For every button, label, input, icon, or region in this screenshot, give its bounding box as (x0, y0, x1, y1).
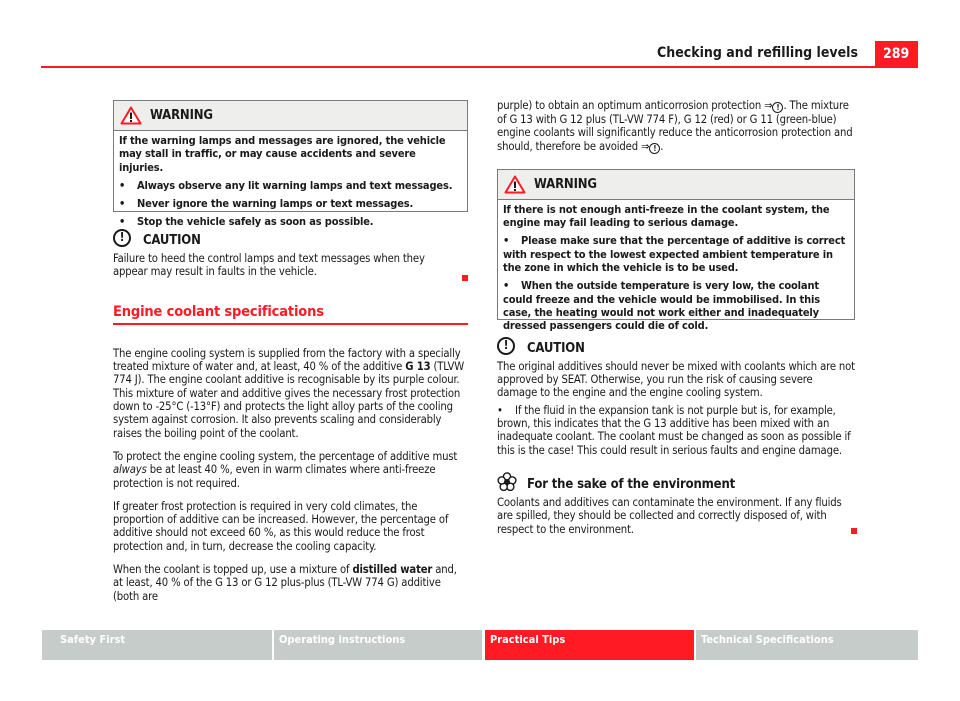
warning-bullet: • Never ignore the warning lamps or text messages. (119, 197, 414, 211)
section-heading-block (113, 303, 468, 325)
warning-title: WARNING (534, 176, 597, 192)
paragraph: When the coolant is topped up, use a mixture of distilled water and, at least, 40 % of the G 13 or G 12 plus-plus (TL-VW 774 G) additive (both are (113, 563, 457, 603)
tab-label: Operating instructions (279, 633, 406, 646)
tab-label: Technical Specifications (701, 633, 834, 646)
warning-intro: If there is not enough anti-freeze in the coolant system, the engine may fail leading to serious damage. (503, 202, 830, 230)
paragraph: The engine cooling system is supplied from the factory with a specially treated mixture of water and, at least, 40 % of the additive G 13 (TLVW 774 J). The engine coolant additive is recognisable by its purple colour. This mixture of water and additive gives the necessary frost protection down to -25°C (-13°F) and protects the light alloy parts of the cooling system against corrosion. It also prevents scaling and considerably raises the boiling point of the coolant. (113, 346, 465, 440)
caution-header (113, 227, 468, 249)
warning-header (498, 170, 854, 200)
tab-label: Practical Tips (490, 633, 566, 646)
left-column (113, 100, 468, 613)
caution-circle-icon: ! (497, 337, 515, 355)
warning-bullet: • Please make sure that the percentage of additive is correct with respect to the lowest expected ambient temperature in the zone in which the vehicle is to be used. (503, 234, 846, 275)
caution-circle-icon: ! (113, 229, 131, 247)
warning-bullet: • Always observe any lit warning lamps and text messages. (119, 178, 453, 192)
environment-text: Coolants and additives can contaminate the environment. If any fluids are spilled, they should be collected and correctly disposed of, with respect to the environment. (497, 495, 842, 536)
paragraph: To protect the engine cooling system, the percentage of additive must always be at least 40 %, even in warm climates where anti-freeze protection is not required. (113, 449, 458, 490)
caution-title: CAUTION (527, 341, 585, 357)
caution-block (497, 335, 855, 457)
bullet-icon: • (119, 215, 126, 229)
section-end-marker (462, 275, 468, 281)
warning-box (113, 100, 468, 229)
environment-block (497, 471, 855, 536)
bullet-icon: • (503, 279, 510, 293)
environment-title: For the sake of the environment (527, 477, 736, 493)
caution-ref-icon: ! (649, 143, 660, 154)
warning-body (498, 200, 854, 337)
flower-icon (497, 472, 517, 492)
bullet-icon: • (503, 234, 510, 248)
warning-triangle-icon (504, 175, 526, 194)
warning-intro: If the warning lamps and messages are ignored, the vehicle may stall in traffic, or may cause accidents and severe injuries. (119, 134, 446, 174)
tab-label: Safety First (60, 633, 126, 646)
header-rule (41, 66, 875, 68)
warning-triangle-icon (120, 106, 142, 125)
warning-body (114, 131, 467, 233)
caution-text: Failure to heed the control lamps and text messages when they appear may result in faults in the vehicle. (113, 252, 425, 279)
paragraph: If greater frost protection is required in very cold climates, the proportion of additive can be increased. However, the percentage of additive should not exceed 60 %, as this would reduce the frost protection and, in turn, decrease the cooling capacity. (113, 499, 449, 553)
bullet-icon: • (119, 197, 126, 211)
environment-header (497, 471, 855, 493)
warning-header (114, 101, 467, 131)
body-text (113, 347, 468, 603)
bullet-icon: • (497, 403, 503, 417)
tab-technical-specifications[interactable] (696, 630, 918, 660)
right-column (497, 99, 855, 536)
section-heading: Engine coolant specifications (113, 303, 324, 320)
page-number: 289 (875, 41, 918, 68)
tab-operating-instructions[interactable] (274, 630, 482, 660)
caution-ref-icon: ! (772, 102, 783, 113)
chapter-title: Checking and refilling levels (657, 45, 858, 61)
section-end-marker (851, 528, 857, 534)
paragraph: purple) to obtain an optimum anticorrosion protection ⇒ ! . The mixture of G 13 with G 12 plus (TL-VW 774 F), G 12 (red) or G 11 (green-blue) engine coolants will significantly reduce the anticorrosion protection and should, therefore be avoided ⇒ ! . (497, 99, 853, 153)
warning-box (497, 169, 855, 333)
caution-text: The original additives should never be mixed with coolants which are not approved by SEAT. Otherwise, you run the risk of causing severe damage to the engine and the engine cooling system. (497, 359, 855, 400)
caution-block (113, 227, 468, 279)
warning-bullet: • When the outside temperature is very low, the coolant could freeze and the vehicle would be immobilised. In this case, the heating would not work either and inadequately dressed passengers could die of cold. (503, 279, 820, 333)
bullet-icon: • (119, 178, 126, 192)
section-heading-rule (113, 323, 468, 325)
tab-practical-tips[interactable] (485, 630, 694, 660)
caution-bullet: • If the fluid in the expansion tank is not purple but is, for example, brown, this indicates that the G 13 additive has been mixed with an inadequate coolant. The coolant must be changed as soon as possible if this is the case! This could result in serious faults and engine damage. (497, 403, 851, 457)
warning-title: WARNING (150, 107, 213, 123)
tab-safety-first[interactable] (42, 630, 272, 660)
caution-header (497, 335, 855, 357)
caution-title: CAUTION (143, 233, 201, 249)
warning-bullet: • Stop the vehicle safely as soon as possible. (119, 215, 374, 229)
